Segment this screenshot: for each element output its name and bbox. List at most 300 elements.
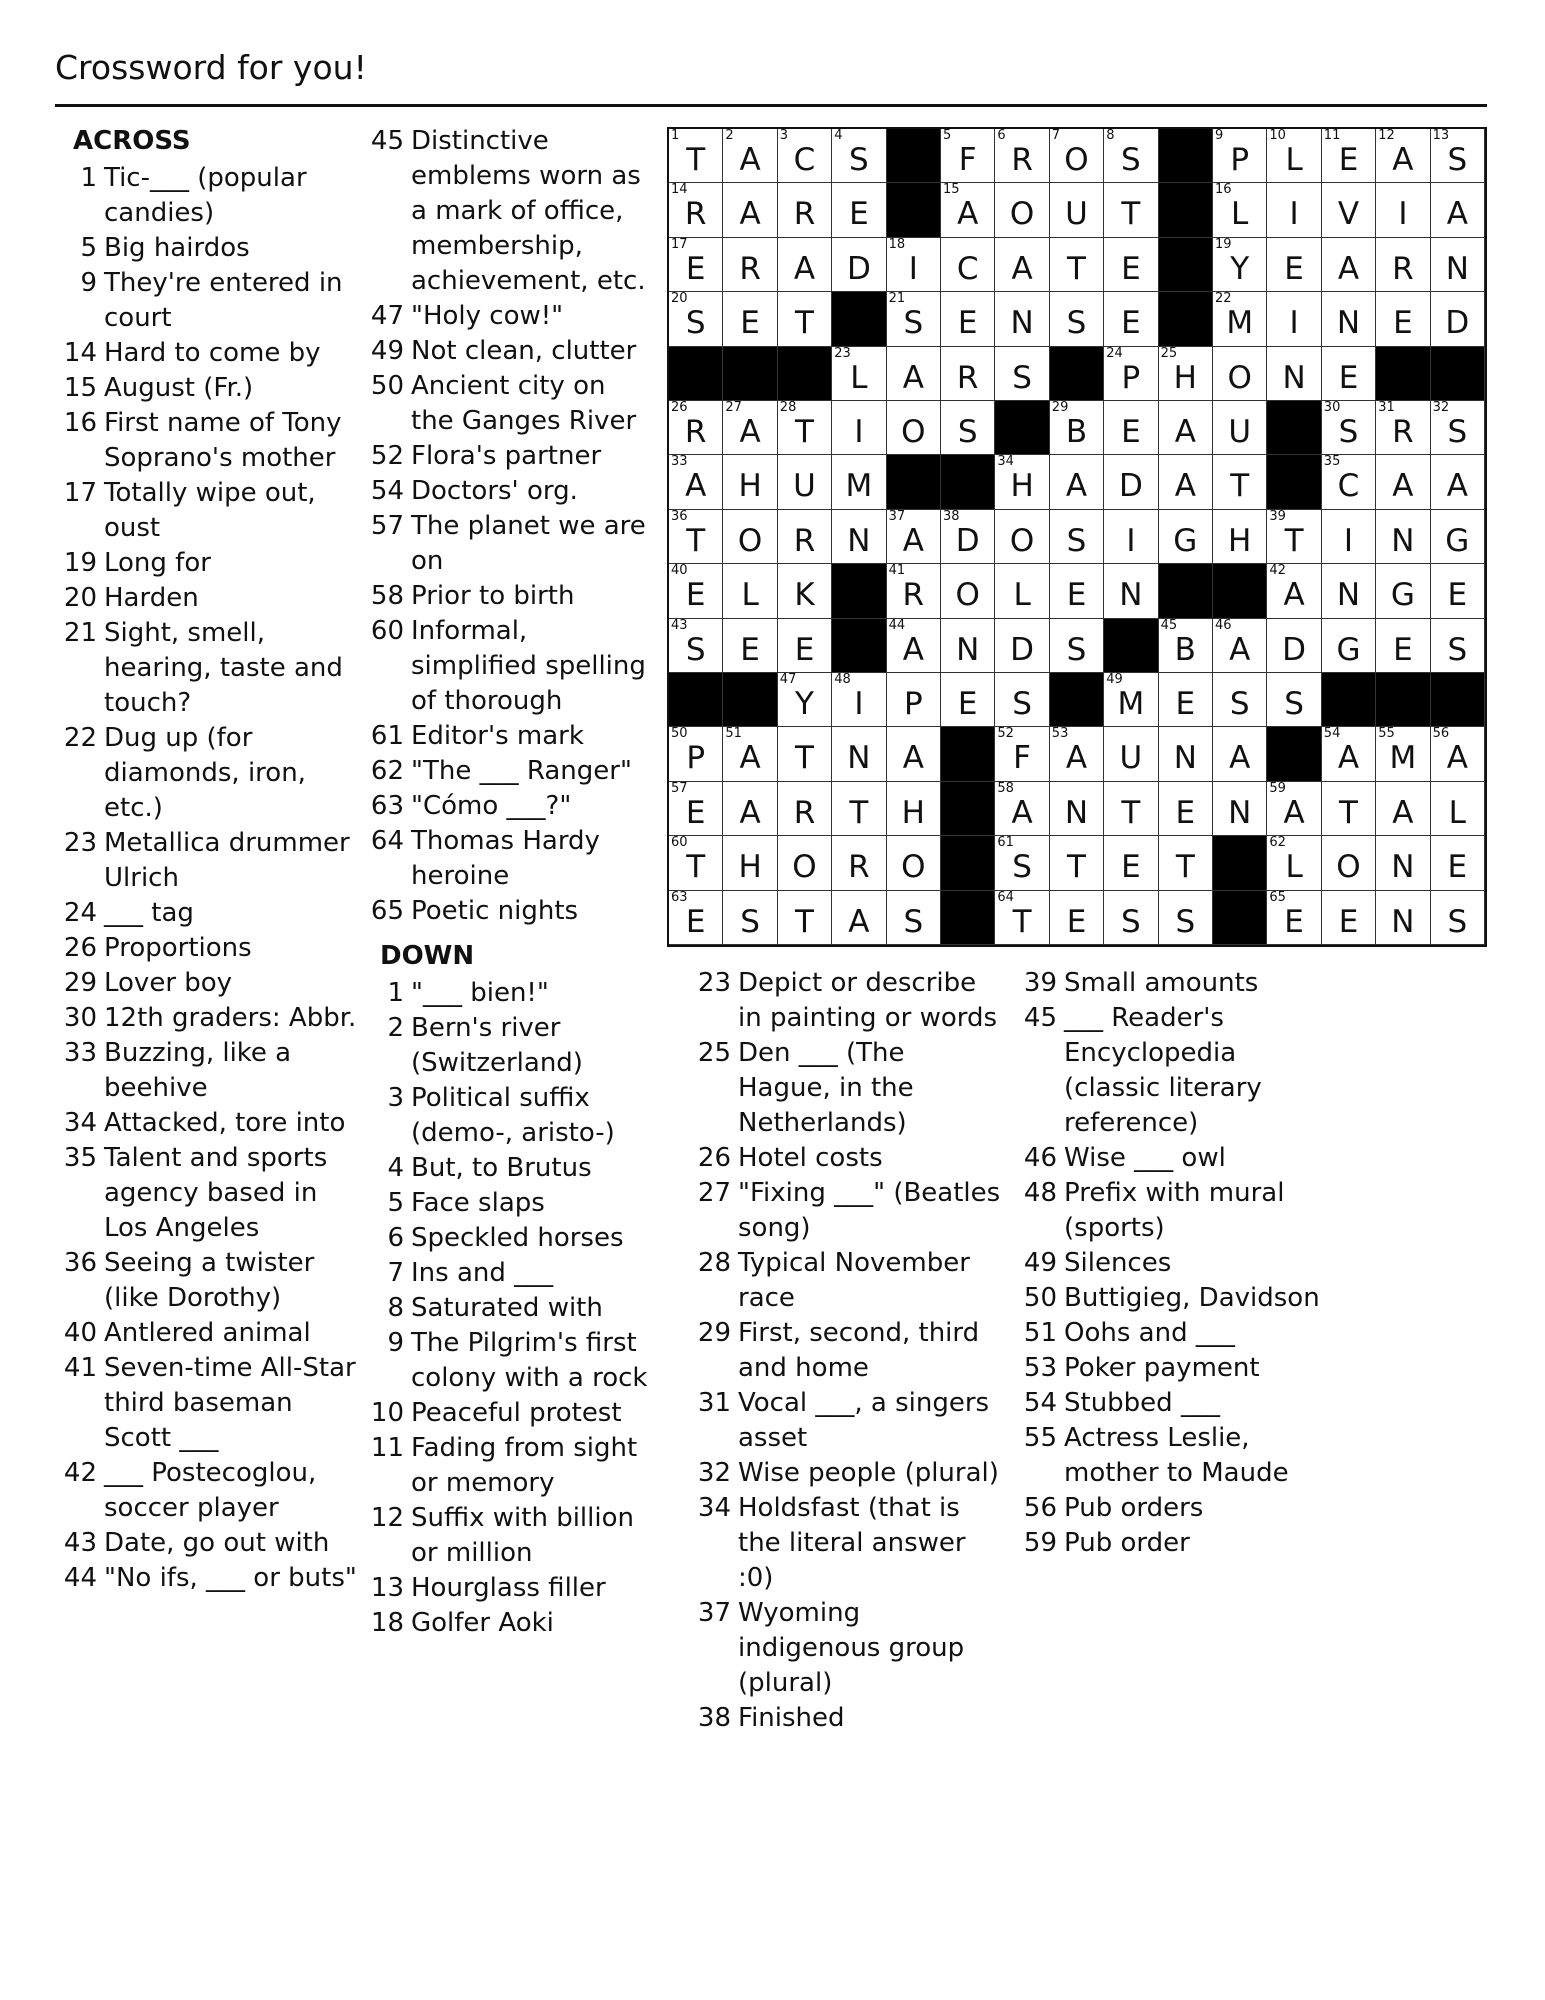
grid-cell[interactable] bbox=[669, 510, 723, 564]
grid-cell[interactable] bbox=[723, 619, 777, 673]
clue-text: "The ___ Ranger" bbox=[411, 756, 632, 786]
grid-cell[interactable] bbox=[1431, 727, 1485, 781]
grid-cell[interactable] bbox=[887, 347, 941, 401]
down-clue bbox=[1020, 1281, 1340, 1316]
cell-number: 24 bbox=[1106, 345, 1123, 361]
grid-cell[interactable] bbox=[887, 292, 941, 346]
clue-number: 61 bbox=[370, 721, 404, 751]
grid-cell[interactable] bbox=[723, 455, 777, 509]
grid-cell[interactable] bbox=[995, 891, 1049, 945]
grid-cell[interactable] bbox=[1431, 455, 1485, 509]
cell-number: 3 bbox=[779, 128, 789, 143]
grid-cell[interactable] bbox=[995, 782, 1049, 836]
cell-letter: H bbox=[1173, 359, 1197, 396]
grid-cell[interactable] bbox=[1267, 564, 1321, 618]
grid-cell[interactable] bbox=[887, 619, 941, 673]
grid-cell[interactable] bbox=[832, 891, 886, 945]
grid-cell[interactable] bbox=[887, 836, 941, 890]
down-clue bbox=[1020, 1141, 1340, 1176]
clue-number: 23 bbox=[697, 968, 731, 998]
grid-cell[interactable] bbox=[723, 727, 777, 781]
grid-cell[interactable] bbox=[1267, 183, 1321, 237]
clue-text: ___ Reader's Encyclopedia (classic literary reference) bbox=[1064, 1003, 1262, 1138]
cell-letter: H bbox=[1228, 522, 1252, 559]
grid-cell[interactable] bbox=[1159, 347, 1213, 401]
grid-cell[interactable] bbox=[941, 129, 995, 183]
cell-letter: G bbox=[1445, 522, 1470, 559]
grid-cell[interactable] bbox=[778, 782, 832, 836]
grid-cell[interactable] bbox=[1104, 183, 1158, 237]
grid-cell[interactable] bbox=[1376, 183, 1430, 237]
grid-cell[interactable] bbox=[995, 727, 1049, 781]
cell-letter: R bbox=[793, 196, 816, 233]
cell-number: 36 bbox=[671, 508, 688, 524]
cell-letter: E bbox=[1175, 794, 1196, 831]
grid-cell[interactable] bbox=[995, 183, 1049, 237]
cell-letter: K bbox=[794, 577, 815, 614]
grid-cell[interactable] bbox=[1376, 564, 1430, 618]
grid-cell[interactable] bbox=[723, 510, 777, 564]
grid-cell[interactable] bbox=[1322, 727, 1376, 781]
grid-cell[interactable] bbox=[1322, 891, 1376, 945]
cell-letter: F bbox=[1013, 740, 1032, 777]
cell-letter: T bbox=[686, 142, 706, 178]
grid-cell[interactable] bbox=[1104, 891, 1158, 945]
grid-cell[interactable] bbox=[723, 564, 777, 618]
cell-letter: I bbox=[908, 250, 918, 287]
grid-cell[interactable] bbox=[887, 238, 941, 292]
grid-cell[interactable] bbox=[723, 129, 777, 183]
grid-cell[interactable] bbox=[1322, 183, 1376, 237]
grid-cell[interactable] bbox=[1376, 891, 1430, 945]
black-square bbox=[1050, 673, 1104, 727]
grid-cell[interactable] bbox=[1159, 673, 1213, 727]
cell-letter: F bbox=[958, 142, 977, 178]
black-square bbox=[941, 782, 995, 836]
grid-cell[interactable] bbox=[941, 619, 995, 673]
cell-letter: T bbox=[795, 414, 814, 450]
cell-number: 47 bbox=[779, 672, 797, 687]
grid-cell[interactable] bbox=[1322, 836, 1376, 890]
grid-cell[interactable] bbox=[669, 619, 723, 673]
grid-cell[interactable] bbox=[1267, 238, 1321, 292]
grid-cell[interactable] bbox=[1322, 238, 1376, 292]
grid-cell[interactable] bbox=[1213, 238, 1267, 292]
grid-cell[interactable] bbox=[941, 510, 995, 564]
clue-text: Hard to come by bbox=[104, 338, 321, 368]
grid-cell[interactable] bbox=[778, 510, 832, 564]
grid-cell[interactable] bbox=[1267, 129, 1321, 183]
grid-cell[interactable] bbox=[1050, 401, 1104, 455]
grid-cell[interactable] bbox=[832, 510, 886, 564]
grid-cell[interactable] bbox=[778, 238, 832, 292]
grid-cell[interactable] bbox=[995, 619, 1049, 673]
grid-cell[interactable] bbox=[1159, 891, 1213, 945]
clue-number: 30 bbox=[63, 1003, 97, 1033]
grid-cell[interactable] bbox=[941, 673, 995, 727]
cell-number: 64 bbox=[997, 889, 1014, 905]
grid-cell[interactable] bbox=[832, 836, 886, 890]
clue-number: 56 bbox=[1023, 1493, 1057, 1523]
clue-text: Vocal ___, a singers asset bbox=[738, 1388, 990, 1453]
clue-number: 11 bbox=[370, 1433, 404, 1463]
grid-cell[interactable] bbox=[723, 238, 777, 292]
grid-cell[interactable] bbox=[1104, 510, 1158, 564]
cell-letter: Y bbox=[795, 686, 814, 722]
clue-number: 19 bbox=[63, 548, 97, 578]
grid-cell[interactable] bbox=[832, 129, 886, 183]
grid-cell[interactable] bbox=[1050, 782, 1104, 836]
grid-cell[interactable] bbox=[1213, 129, 1267, 183]
clue-text: Buttigieg, Davidson bbox=[1064, 1283, 1320, 1313]
cell-letter: E bbox=[1175, 686, 1196, 722]
grid-cell[interactable] bbox=[1213, 619, 1267, 673]
grid-cell[interactable] bbox=[1213, 510, 1267, 564]
grid-cell[interactable] bbox=[1159, 836, 1213, 890]
grid-cell[interactable] bbox=[1376, 238, 1430, 292]
grid-cell[interactable] bbox=[995, 673, 1049, 727]
grid-cell[interactable] bbox=[941, 238, 995, 292]
grid-cell[interactable] bbox=[887, 782, 941, 836]
grid-cell[interactable] bbox=[1267, 673, 1321, 727]
cell-letter: A bbox=[1446, 196, 1468, 233]
grid-cell[interactable] bbox=[995, 129, 1049, 183]
grid-cell[interactable] bbox=[1431, 401, 1485, 455]
grid-cell[interactable] bbox=[778, 129, 832, 183]
grid-cell[interactable] bbox=[1104, 673, 1158, 727]
grid-cell[interactable] bbox=[778, 727, 832, 781]
grid-cell[interactable] bbox=[1376, 129, 1430, 183]
clue-number: 40 bbox=[63, 1318, 97, 1348]
clue-number: 55 bbox=[1023, 1423, 1057, 1453]
grid-cell[interactable] bbox=[1050, 455, 1104, 509]
grid-cell[interactable] bbox=[723, 891, 777, 945]
grid-cell[interactable] bbox=[832, 238, 886, 292]
grid-cell[interactable] bbox=[1213, 183, 1267, 237]
grid-cell[interactable] bbox=[1213, 673, 1267, 727]
grid-cell[interactable] bbox=[1159, 782, 1213, 836]
down-clue bbox=[694, 1036, 1004, 1141]
clue-text: Doctors' org. bbox=[411, 476, 578, 506]
grid-cell[interactable] bbox=[995, 455, 1049, 509]
down-clue bbox=[367, 1501, 652, 1571]
black-square bbox=[832, 564, 886, 618]
grid-cell[interactable] bbox=[1376, 782, 1430, 836]
grid-cell[interactable] bbox=[1322, 564, 1376, 618]
grid-cell[interactable] bbox=[1267, 619, 1321, 673]
cell-letter: S bbox=[1121, 142, 1141, 178]
grid-cell[interactable] bbox=[669, 836, 723, 890]
clue-text: Tic-___ (popular candies) bbox=[104, 163, 307, 228]
grid-cell[interactable] bbox=[1050, 836, 1104, 890]
black-square bbox=[1159, 238, 1213, 292]
grid-cell[interactable] bbox=[995, 564, 1049, 618]
grid-cell[interactable] bbox=[723, 401, 777, 455]
cell-letter: N bbox=[1064, 794, 1089, 831]
grid-cell[interactable] bbox=[1267, 510, 1321, 564]
grid-cell[interactable] bbox=[723, 782, 777, 836]
black-square bbox=[1104, 619, 1158, 673]
clue-text: "Cómo ___?" bbox=[411, 791, 572, 821]
grid-cell[interactable] bbox=[669, 238, 723, 292]
cell-letter: D bbox=[1445, 305, 1470, 342]
clue-number: 28 bbox=[697, 1248, 731, 1278]
cell-letter: A bbox=[1174, 468, 1196, 505]
grid-cell[interactable] bbox=[778, 292, 832, 346]
grid-cell[interactable] bbox=[1322, 619, 1376, 673]
grid-cell[interactable] bbox=[1376, 292, 1430, 346]
grid-cell[interactable] bbox=[832, 673, 886, 727]
cell-letter: A bbox=[1229, 631, 1251, 668]
grid-cell[interactable] bbox=[887, 727, 941, 781]
grid-cell[interactable] bbox=[995, 510, 1049, 564]
grid-cell[interactable] bbox=[778, 673, 832, 727]
clue-text: August (Fr.) bbox=[104, 373, 254, 403]
across-clue bbox=[60, 966, 365, 1001]
cell-letter: A bbox=[1011, 794, 1033, 831]
grid-cell[interactable] bbox=[723, 183, 777, 237]
cell-letter: A bbox=[902, 522, 924, 559]
grid-cell[interactable] bbox=[995, 292, 1049, 346]
grid-cell[interactable] bbox=[1376, 727, 1430, 781]
grid-cell[interactable] bbox=[1431, 836, 1485, 890]
grid-cell[interactable] bbox=[887, 564, 941, 618]
grid-cell[interactable] bbox=[995, 836, 1049, 890]
grid-cell[interactable] bbox=[669, 401, 723, 455]
clue-text: Hourglass filler bbox=[411, 1573, 606, 1603]
grid-cell[interactable] bbox=[1431, 183, 1485, 237]
cell-letter: E bbox=[794, 631, 815, 668]
grid-cell[interactable] bbox=[1322, 129, 1376, 183]
cell-letter: I bbox=[854, 414, 864, 450]
grid-cell[interactable] bbox=[1104, 238, 1158, 292]
cell-number: 44 bbox=[888, 617, 906, 633]
black-square bbox=[1431, 347, 1485, 401]
grid-cell[interactable] bbox=[887, 891, 941, 945]
grid-cell[interactable] bbox=[1213, 292, 1267, 346]
grid-cell[interactable] bbox=[1322, 510, 1376, 564]
grid-cell[interactable] bbox=[1213, 727, 1267, 781]
grid-cell[interactable] bbox=[1267, 347, 1321, 401]
grid-cell[interactable] bbox=[1376, 401, 1430, 455]
grid-cell[interactable] bbox=[669, 891, 723, 945]
grid-cell[interactable] bbox=[1267, 891, 1321, 945]
cell-letter: R bbox=[739, 250, 761, 287]
grid-cell[interactable] bbox=[1322, 455, 1376, 509]
grid-cell[interactable] bbox=[1159, 455, 1213, 509]
grid-cell[interactable] bbox=[1376, 619, 1430, 673]
cell-number: 19 bbox=[1215, 236, 1232, 252]
grid-cell[interactable] bbox=[1050, 564, 1104, 618]
clue-number: 52 bbox=[370, 441, 404, 471]
across-clue bbox=[60, 1561, 365, 1596]
grid-cell[interactable] bbox=[778, 619, 832, 673]
cell-letter: I bbox=[1126, 522, 1136, 559]
cell-number: 32 bbox=[1432, 400, 1450, 415]
grid-cell[interactable] bbox=[669, 183, 723, 237]
grid-cell[interactable] bbox=[941, 183, 995, 237]
down-clue bbox=[367, 1431, 652, 1501]
grid-cell[interactable] bbox=[1376, 836, 1430, 890]
grid-cell[interactable] bbox=[778, 836, 832, 890]
grid-cell[interactable] bbox=[778, 564, 832, 618]
clue-number: 2 bbox=[387, 1013, 404, 1043]
grid-cell[interactable] bbox=[995, 238, 1049, 292]
grid-cell[interactable] bbox=[1104, 129, 1158, 183]
black-square bbox=[1376, 673, 1430, 727]
clue-number: 26 bbox=[63, 933, 97, 963]
grid-cell[interactable] bbox=[1159, 727, 1213, 781]
black-square bbox=[1050, 347, 1104, 401]
cell-letter: R bbox=[1392, 250, 1414, 287]
grid-cell[interactable] bbox=[1267, 836, 1321, 890]
cell-number: 30 bbox=[1323, 400, 1341, 415]
grid-cell[interactable] bbox=[832, 401, 886, 455]
clue-number: 35 bbox=[63, 1143, 97, 1173]
cell-number: 63 bbox=[671, 889, 688, 905]
grid-cell[interactable] bbox=[941, 401, 995, 455]
grid-cell[interactable] bbox=[1322, 347, 1376, 401]
grid-cell[interactable] bbox=[1104, 347, 1158, 401]
grid-cell[interactable] bbox=[778, 891, 832, 945]
across-clue bbox=[367, 614, 652, 719]
grid-cell[interactable] bbox=[1159, 510, 1213, 564]
grid-cell[interactable] bbox=[723, 836, 777, 890]
grid-cell[interactable] bbox=[1104, 564, 1158, 618]
cell-letter: P bbox=[903, 686, 923, 722]
grid-cell[interactable] bbox=[995, 347, 1049, 401]
grid-cell[interactable] bbox=[1050, 183, 1104, 237]
grid-cell[interactable] bbox=[1431, 510, 1485, 564]
grid-cell[interactable] bbox=[887, 673, 941, 727]
grid-cell[interactable] bbox=[669, 564, 723, 618]
clue-number: 51 bbox=[1023, 1318, 1057, 1348]
grid-cell[interactable] bbox=[941, 347, 995, 401]
grid-cell[interactable] bbox=[778, 401, 832, 455]
grid-cell[interactable] bbox=[1431, 619, 1485, 673]
grid-cell[interactable] bbox=[1431, 129, 1485, 183]
cell-letter: A bbox=[902, 359, 924, 396]
clue-column-3 bbox=[694, 966, 1004, 1736]
cell-number: 38 bbox=[943, 508, 960, 524]
grid-cell[interactable] bbox=[1159, 401, 1213, 455]
grid-cell[interactable] bbox=[1267, 782, 1321, 836]
grid-cell[interactable] bbox=[1050, 292, 1104, 346]
grid-cell[interactable] bbox=[832, 183, 886, 237]
clue-text: ___ tag bbox=[104, 898, 194, 928]
grid-cell[interactable] bbox=[1322, 782, 1376, 836]
clue-number: 5 bbox=[80, 233, 97, 263]
cell-letter: N bbox=[1010, 305, 1034, 342]
grid-cell[interactable] bbox=[1104, 727, 1158, 781]
grid-cell[interactable] bbox=[669, 129, 723, 183]
clue-text: Hotel costs bbox=[738, 1143, 883, 1173]
clue-text: Oohs and ___ bbox=[1064, 1318, 1235, 1348]
grid-cell[interactable] bbox=[778, 455, 832, 509]
black-square bbox=[1267, 401, 1321, 455]
cell-number: 59 bbox=[1269, 780, 1286, 796]
grid-cell[interactable] bbox=[887, 401, 941, 455]
grid-cell[interactable] bbox=[1104, 836, 1158, 890]
grid-cell[interactable] bbox=[887, 510, 941, 564]
grid-cell[interactable] bbox=[1050, 238, 1104, 292]
grid-cell[interactable] bbox=[1104, 455, 1158, 509]
clue-number: 13 bbox=[370, 1573, 404, 1603]
grid-cell[interactable] bbox=[1159, 619, 1213, 673]
black-square bbox=[1267, 455, 1321, 509]
grid-cell[interactable] bbox=[1050, 727, 1104, 781]
clue-number: 24 bbox=[63, 898, 97, 928]
grid-cell[interactable] bbox=[1376, 510, 1430, 564]
clue-number: 1 bbox=[387, 978, 404, 1008]
cell-letter: R bbox=[1011, 142, 1033, 178]
grid-cell[interactable] bbox=[1267, 292, 1321, 346]
grid-cell[interactable] bbox=[1104, 782, 1158, 836]
grid-cell[interactable] bbox=[1431, 782, 1485, 836]
grid-cell[interactable] bbox=[1104, 292, 1158, 346]
clue-text: Holdsfast (that is the literal answer :0) bbox=[738, 1493, 966, 1593]
grid-cell[interactable] bbox=[669, 292, 723, 346]
cell-letter: L bbox=[1448, 794, 1466, 831]
grid-cell[interactable] bbox=[1050, 510, 1104, 564]
cell-letter: I bbox=[854, 686, 864, 722]
black-square bbox=[723, 347, 777, 401]
clue-text: Golfer Aoki bbox=[411, 1608, 554, 1638]
grid-cell[interactable] bbox=[1322, 292, 1376, 346]
grid-cell[interactable] bbox=[832, 727, 886, 781]
grid-cell[interactable] bbox=[723, 292, 777, 346]
cell-letter: A bbox=[1446, 740, 1468, 777]
grid-cell[interactable] bbox=[1050, 619, 1104, 673]
grid-cell[interactable] bbox=[1213, 455, 1267, 509]
across-clue bbox=[60, 1526, 365, 1561]
down-clue bbox=[367, 1081, 652, 1151]
grid-cell[interactable] bbox=[778, 183, 832, 237]
grid-cell[interactable] bbox=[832, 455, 886, 509]
grid-cell[interactable] bbox=[669, 782, 723, 836]
grid-cell[interactable] bbox=[832, 347, 886, 401]
grid-cell[interactable] bbox=[669, 727, 723, 781]
grid-cell[interactable] bbox=[1050, 891, 1104, 945]
cell-letter: E bbox=[1121, 849, 1141, 886]
grid-cell[interactable] bbox=[1213, 347, 1267, 401]
cell-letter: A bbox=[739, 740, 761, 777]
grid-cell[interactable] bbox=[1322, 401, 1376, 455]
grid-cell[interactable] bbox=[1431, 238, 1485, 292]
down-clue bbox=[367, 1571, 652, 1606]
grid-cell[interactable] bbox=[1376, 455, 1430, 509]
clue-number: 9 bbox=[387, 1328, 404, 1358]
grid-cell[interactable] bbox=[1213, 401, 1267, 455]
grid-cell[interactable] bbox=[1213, 782, 1267, 836]
grid-cell[interactable] bbox=[941, 292, 995, 346]
cell-number: 40 bbox=[671, 563, 688, 579]
grid-cell[interactable] bbox=[1104, 401, 1158, 455]
clue-number: 4 bbox=[387, 1153, 404, 1183]
cell-letter: A bbox=[1392, 794, 1414, 831]
grid-cell[interactable] bbox=[669, 455, 723, 509]
grid-cell[interactable] bbox=[1431, 891, 1485, 945]
clue-text: Den ___ (The Hague, in the Netherlands) bbox=[738, 1038, 914, 1138]
grid-cell[interactable] bbox=[1050, 129, 1104, 183]
grid-cell[interactable] bbox=[941, 564, 995, 618]
cell-number: 15 bbox=[943, 182, 960, 198]
clue-text: Actress Leslie, mother to Maude bbox=[1064, 1423, 1289, 1488]
grid-cell[interactable] bbox=[1431, 564, 1485, 618]
grid-cell[interactable] bbox=[1431, 292, 1485, 346]
grid-cell[interactable] bbox=[832, 782, 886, 836]
cell-letter: R bbox=[902, 577, 925, 614]
